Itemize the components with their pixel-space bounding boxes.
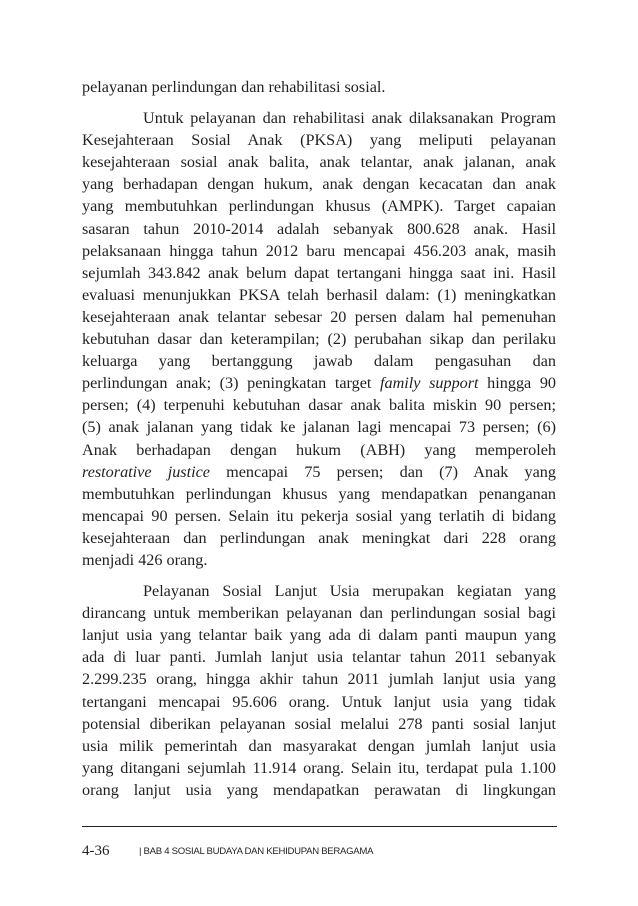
text-line: ada di luar panti. Jumlah lanjut usia telantar tahun 2011 sebanyak bbox=[82, 648, 556, 667]
text-line bbox=[82, 461, 556, 483]
text-line: sasaran tahun 2010-2014 adalah sebanyak 800.628 anak. Hasil bbox=[82, 219, 556, 238]
running-chapter-title: | BAB 4 SOSIAL BUDAYA DAN KEHIDUPAN BERAGAMA bbox=[139, 846, 374, 857]
paragraph-lansia bbox=[82, 580, 556, 801]
text-line: potensial diberikan pelayanan sosial melalui 278 panti sosial lanjut bbox=[82, 714, 556, 733]
text-line: evaluasi menunjukkan PKSA telah berhasil dalam: (1) meningkatkan bbox=[82, 285, 556, 304]
text-line: pelaksanaan hingga tahun 2012 baru mencapai 456.203 anak, masih bbox=[82, 241, 556, 260]
text-segment: hingga 90 bbox=[478, 374, 557, 393]
page-number: 4-36 bbox=[82, 843, 110, 859]
text-line: Kesejahteraan Sosial Anak (PKSA) yang meliputi pelayanan bbox=[82, 131, 556, 150]
text-line: yang ditangani sejumlah 11.914 orang. Selain itu, terdapat pula 1.100 bbox=[82, 758, 556, 777]
text-line: kesejahteraan sosial anak balita, anak telantar, anak jalanan, anak bbox=[82, 153, 556, 172]
text-line: dirancang untuk memberikan pelayanan dan perlindungan sosial bagi bbox=[82, 604, 556, 623]
text-line: sejumlah 343.842 anak belum dapat tertangani hingga saat ini. Hasil bbox=[82, 263, 556, 282]
body-text bbox=[82, 76, 556, 801]
text-line: lanjut usia yang telantar baik yang ada di dalam panti maupun yang bbox=[82, 626, 556, 645]
text-line: membutuhkan perlindungan khusus yang mendapatkan penanganan bbox=[82, 484, 556, 503]
text-line: Untuk pelayanan dan rehabilitasi anak dilaksanakan Program bbox=[143, 109, 556, 128]
italic-term: family support bbox=[380, 374, 479, 393]
text-line: Anak berhadapan dengan hukum (ABH) yang memperoleh bbox=[82, 440, 556, 459]
text-segment: mencapai 75 persen; dan (7) Anak yang bbox=[209, 462, 556, 481]
text-line: kesejahteraan dan perlindungan anak meningkat dari 228 orang bbox=[82, 528, 556, 547]
text-line: kebutuhan dasar dan keterampilan; (2) perubahan sikap dan perilaku bbox=[82, 330, 556, 349]
text-line: mencapai 90 persen. Selain itu pekerja sosial yang terlatih di bidang bbox=[82, 506, 556, 525]
paragraph-pksa bbox=[82, 107, 556, 571]
text-line: orang lanjut usia yang mendapatkan perawatan di lingkungan bbox=[82, 780, 556, 799]
text-line: keluarga yang bertanggung jawab dalam pengasuhan dan bbox=[82, 352, 556, 371]
text-line: pelayanan perlindungan dan rehabilitasi sosial. bbox=[82, 78, 386, 96]
text-line: menjadi 426 orang. bbox=[82, 550, 208, 569]
italic-term: restorative justice bbox=[82, 462, 210, 481]
text-line: yang membutuhkan perlindungan khusus (AMPK). Target capaian bbox=[82, 197, 556, 216]
text-line: (5) anak jalanan yang tidak ke jalanan lagi mencapai 73 persen; (6) bbox=[82, 418, 556, 437]
text-line: usia milik pemerintah dan masyarakat dengan jumlah lanjut usia bbox=[82, 736, 556, 755]
text-line: 2.299.235 orang, hingga akhir tahun 2011 jumlah lanjut usia yang bbox=[82, 670, 556, 689]
footer-divider bbox=[82, 826, 557, 827]
page-footer bbox=[82, 842, 557, 862]
text-line: yang berhadapan dengan hukum, anak dengan kecacatan dan anak bbox=[82, 175, 556, 194]
text-line: Pelayanan Sosial Lanjut Usia merupakan kegiatan yang bbox=[143, 582, 556, 601]
text-line bbox=[82, 372, 556, 394]
text-segment: perlindungan anak; (3) peningkatan target bbox=[82, 374, 381, 393]
text-line: tertangani mencapai 95.606 orang. Untuk lanjut usia yang tidak bbox=[82, 692, 556, 711]
text-line: kesejahteraan anak telantar sebesar 20 persen dalam hal pemenuhan bbox=[82, 307, 556, 326]
paragraph-continuation bbox=[82, 76, 556, 98]
text-line: persen; (4) terpenuhi kebutuhan dasar anak balita miskin 90 persen; bbox=[82, 396, 556, 415]
